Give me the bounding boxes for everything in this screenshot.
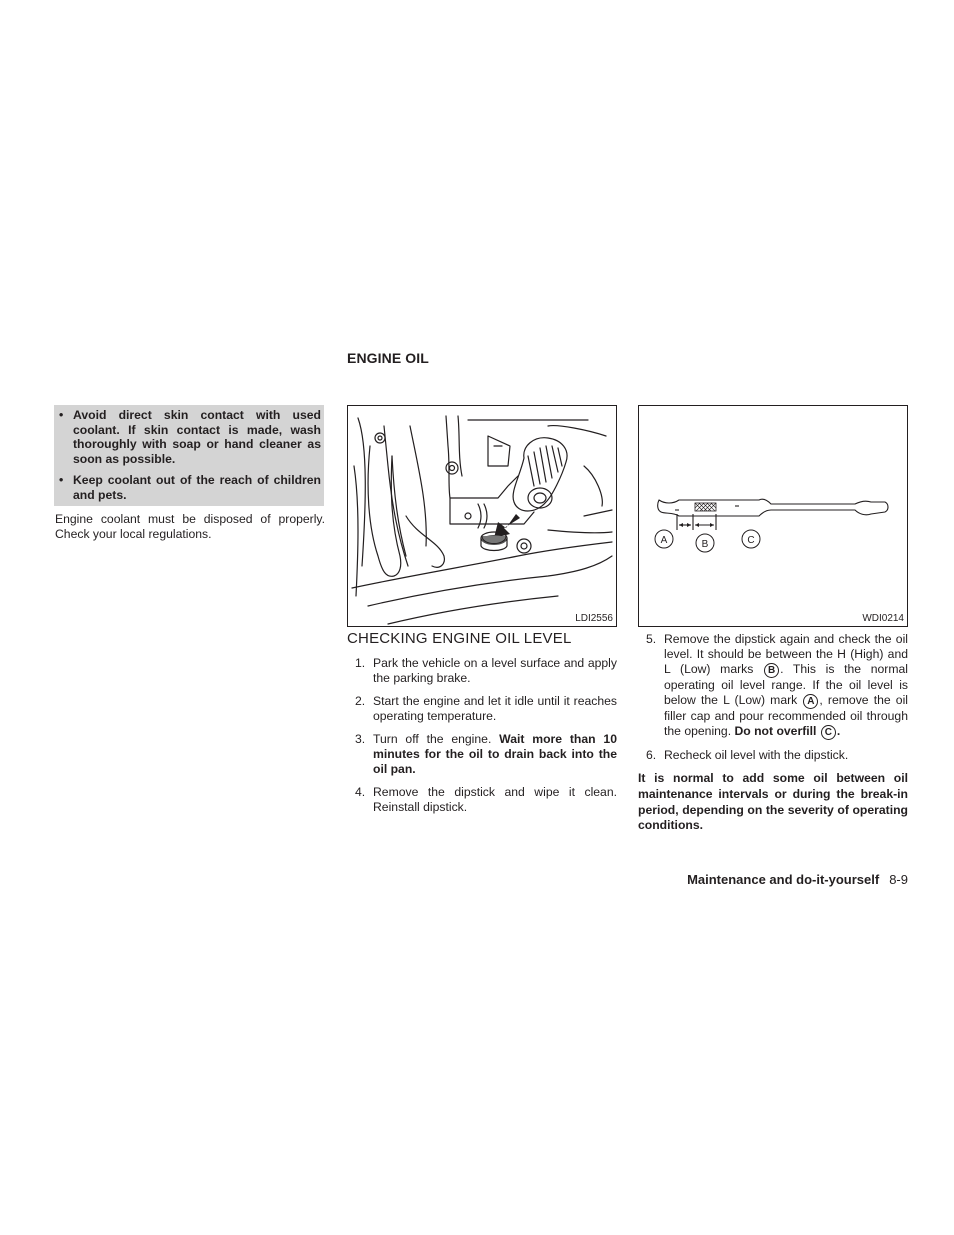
warning-text: Avoid direct skin contact with used coolant. If skin contact is made, wash thoroughly with soap or hand cleaner as soon as possible. — [73, 408, 321, 466]
step-number: 3. — [355, 732, 366, 746]
circle-marker-a: A — [803, 694, 818, 709]
page-footer — [687, 872, 908, 887]
bullet-icon: • — [59, 473, 64, 487]
label-c: C — [747, 535, 755, 546]
step-number: 2. — [355, 694, 366, 708]
step-text: Park the vehicle on a level surface and apply the parking brake. — [373, 656, 617, 685]
step-item — [638, 748, 908, 763]
step-number: 5. — [646, 632, 657, 646]
step-text: Start the engine and let it idle until it reaches operating temperature. — [373, 694, 617, 723]
section-title: ENGINE OIL — [347, 350, 429, 366]
step-item — [638, 632, 908, 740]
step-text: . This is the normal operating oil level range. If the oil level is below the L (Low) mark — [664, 662, 909, 707]
dipstick-figure — [638, 405, 908, 627]
step-warning: Wait more than 10 minutes for the oil to drain back into the oil pan. — [373, 732, 617, 776]
step-item — [347, 732, 617, 777]
sentence-end: . — [836, 724, 841, 738]
steps-list-continued — [638, 632, 908, 771]
label-a: A — [660, 535, 668, 546]
overfill-warning: Do not overfill — [734, 724, 817, 738]
step-text: , remove the oil filler cap and pour recommended oil through the opening. — [664, 693, 908, 738]
step-item — [347, 785, 617, 815]
step-number: 1. — [355, 656, 366, 670]
figure-code: WDI0214 — [862, 613, 904, 624]
step-number: 4. — [355, 785, 366, 799]
label-b: B — [701, 539, 709, 550]
step-text: Remove the dipstick again and check the oil level. It should be between the H (High) and L (Low) marks — [664, 632, 908, 676]
footer-section-title: Maintenance and do-it-yourself — [687, 872, 880, 887]
warning-text: Keep coolant out of the reach of children and pets. — [73, 473, 321, 502]
step-number: 6. — [646, 748, 657, 762]
warning-box — [54, 405, 324, 506]
step-text: Remove the dipstick and wipe it clean. Reinstall dipstick. — [373, 785, 617, 814]
oil-note-paragraph: It is normal to add some oil between oil maintenance intervals or during the break-in period, depending on the severity of operating conditions. — [638, 771, 908, 833]
engine-figure — [347, 405, 617, 627]
coolant-disposal-paragraph: Engine coolant must be disposed of properly. Check your local regulations. — [55, 512, 325, 541]
figure-code: LDI2556 — [575, 613, 613, 624]
bullet-icon: • — [59, 408, 64, 422]
dipstick-illustration — [639, 406, 907, 626]
page-number: 8-9 — [889, 872, 908, 887]
circle-marker-c: C — [821, 725, 836, 740]
engine-illustration — [348, 406, 616, 626]
warning-item — [58, 473, 321, 502]
step-text: Recheck oil level with the dipstick. — [664, 748, 849, 762]
step-text: Turn off the engine. — [373, 732, 492, 746]
step-item — [347, 656, 617, 686]
warning-item — [58, 408, 321, 466]
checking-oil-heading: CHECKING ENGINE OIL LEVEL — [347, 630, 572, 647]
steps-list — [347, 656, 617, 823]
circle-marker-b: B — [764, 663, 779, 678]
step-item — [347, 694, 617, 724]
